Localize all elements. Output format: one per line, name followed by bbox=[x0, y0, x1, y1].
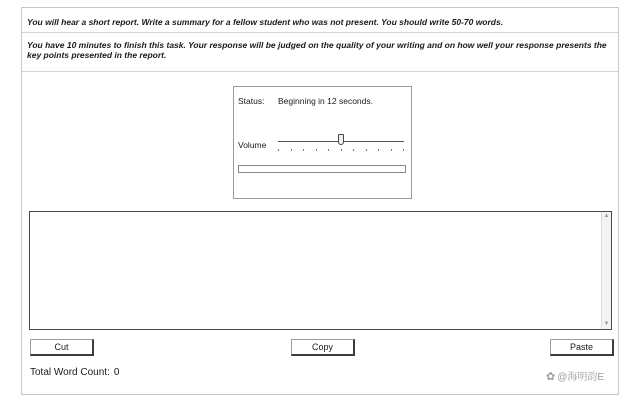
audio-progress-bar bbox=[238, 165, 406, 173]
volume-tick bbox=[391, 149, 392, 151]
instruction-line-2: You have 10 minutes to finish this task. Your response will be judged on the quality of your writing and on how well your response presents the key points presented in the report. bbox=[27, 40, 607, 60]
divider bbox=[22, 71, 618, 72]
copy-button[interactable]: Copy bbox=[291, 339, 355, 356]
word-count bbox=[30, 367, 119, 378]
response-input[interactable] bbox=[30, 212, 602, 329]
volume-tick bbox=[278, 149, 279, 151]
divider bbox=[22, 32, 618, 33]
volume-tick bbox=[403, 149, 404, 151]
volume-tick bbox=[353, 149, 354, 151]
scroll-up-arrow-icon[interactable]: ▲ bbox=[603, 213, 610, 219]
watermark-text: @海明韵E bbox=[557, 372, 605, 383]
volume-tick bbox=[366, 149, 367, 151]
instruction-line-1: You will hear a short report. Write a summary for a fellow student who was not present. You should write 50-70 words. bbox=[27, 17, 504, 27]
word-count-label: Total Word Count: bbox=[30, 367, 110, 378]
volume-tick bbox=[378, 149, 379, 151]
scroll-down-arrow-icon[interactable]: ▼ bbox=[603, 321, 610, 327]
watermark bbox=[546, 368, 604, 383]
audio-player bbox=[233, 86, 412, 199]
volume-label: Volume bbox=[238, 140, 267, 150]
response-scrollbar[interactable] bbox=[601, 212, 611, 329]
task-panel bbox=[21, 7, 619, 395]
cut-button[interactable]: Cut bbox=[30, 339, 94, 356]
volume-slider-thumb[interactable] bbox=[338, 134, 344, 145]
volume-tick bbox=[316, 149, 317, 151]
word-count-value: 0 bbox=[113, 367, 120, 378]
volume-tick bbox=[341, 149, 342, 151]
paste-button[interactable]: Paste bbox=[550, 339, 614, 356]
volume-tick bbox=[328, 149, 329, 151]
status-label: Status: bbox=[238, 96, 265, 106]
volume-tick bbox=[291, 149, 292, 151]
response-box bbox=[29, 211, 612, 330]
volume-tick bbox=[303, 149, 304, 151]
wechat-icon: ✿ bbox=[546, 371, 556, 383]
volume-slider-ticks bbox=[278, 149, 404, 152]
status-text: Beginning in 12 seconds. bbox=[278, 96, 373, 106]
